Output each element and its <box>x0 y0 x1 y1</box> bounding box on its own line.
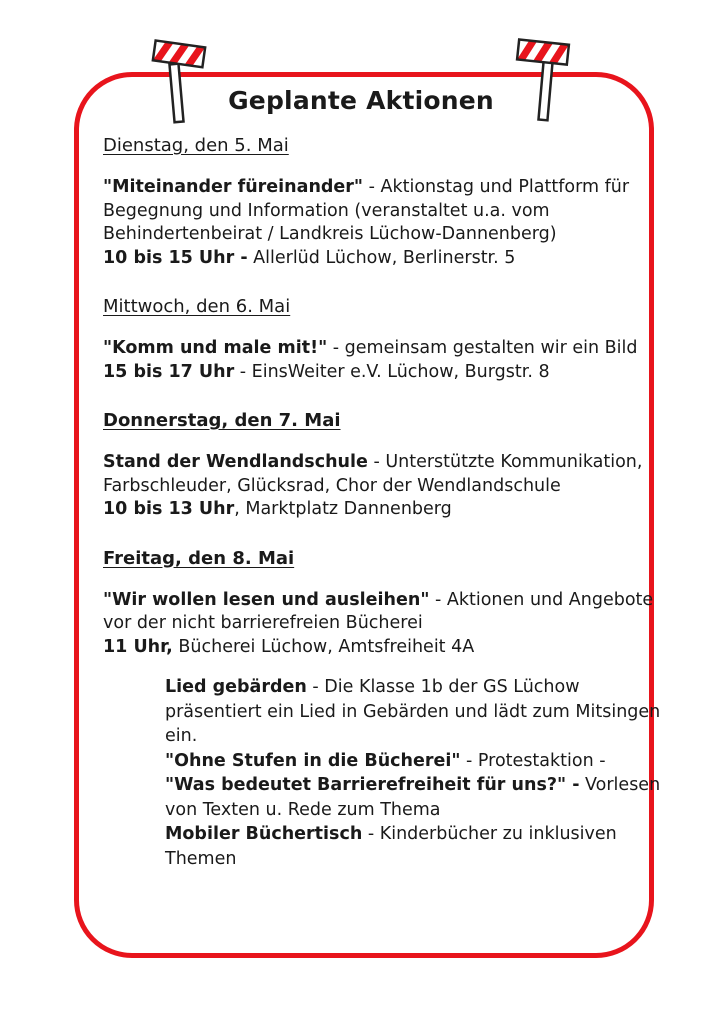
sub-event-desc: - Kinderbücher zu inklusiven Themen <box>165 824 617 869</box>
list-item <box>165 822 663 871</box>
list-item <box>165 749 663 774</box>
day-heading: Mittwoch, den 6. Mai <box>103 296 291 317</box>
event-time-location <box>103 498 663 522</box>
event-details: - Aktionstag und Plattform für Begegnung und Information (veranstaltet u.a. vom Behindertenbeirat / Landkreis Lüchow-Dannenberg) <box>103 177 630 244</box>
event-time: 15 bis 17 Uhr <box>103 361 235 382</box>
list-item <box>165 773 663 822</box>
sub-event-name: Lied gebärden <box>165 677 307 697</box>
friday-sub-program <box>165 675 663 871</box>
event-description <box>103 451 663 498</box>
event-time-location <box>103 361 663 385</box>
event-description <box>103 176 663 247</box>
event-description <box>103 337 663 361</box>
event-location: Allerlüd Lüchow, Berlinerstr. 5 <box>247 247 516 268</box>
page-title: Geplante Aktionen <box>228 86 494 115</box>
sub-event-name: "Ohne Stufen in die Bücherei" <box>165 750 461 771</box>
event-time: 10 bis 13 Uhr <box>103 499 235 519</box>
event-location: - EinsWeiter e.V. Lüchow, Burgstr. 8 <box>234 361 550 382</box>
day-section-wednesday <box>103 295 663 384</box>
event-list <box>103 134 663 871</box>
event-name: "Wir wollen lesen und ausleihen" <box>103 589 430 610</box>
event-location: Bücherei Lüchow, Amtsfreiheit 4A <box>172 636 475 657</box>
day-heading: Donnerstag, den 7. Mai <box>103 410 341 431</box>
sub-event-desc: - Protestaktion - <box>460 750 606 771</box>
day-section-tuesday <box>103 134 663 270</box>
day-heading: Freitag, den 8. Mai <box>103 547 295 569</box>
day-section-thursday <box>103 409 663 522</box>
event-time-location <box>103 247 663 271</box>
event-name: Stand der Wendlandschule <box>103 452 368 472</box>
sub-event-name: "Was bedeutet Barrierefreiheit für uns?" - <box>165 775 580 795</box>
list-item <box>165 675 663 749</box>
event-location: , Marktplatz Dannenberg <box>234 499 452 519</box>
sub-event-desc: Vorlesen von Texten u. Rede zum Thema <box>165 775 661 820</box>
day-heading: Dienstag, den 5. Mai <box>103 135 289 156</box>
event-details: - Unterstützte Kommunikation, Farbschleuder, Glücksrad, Chor der Wendlandschule <box>103 452 643 496</box>
sub-event-name: Mobiler Büchertisch <box>165 824 363 844</box>
event-description <box>103 589 663 636</box>
sub-event-desc: - Die Klasse 1b der GS Lüchow präsentiert ein Lied in Gebärden und lädt zum Mitsingen ein. <box>165 677 661 746</box>
event-name: "Miteinander füreinander" <box>103 177 364 197</box>
event-details: - Aktionen und Angebote vor der nicht barrierefreien Bücherei <box>103 589 654 633</box>
event-time: 10 bis 15 Uhr - <box>103 247 248 268</box>
event-time: 11 Uhr, <box>103 636 173 657</box>
event-details: - gemeinsam gestalten wir ein Bild <box>327 338 638 358</box>
event-time-location <box>103 636 663 660</box>
event-name: "Komm und male mit!" <box>103 338 328 358</box>
day-section-friday <box>103 547 663 872</box>
